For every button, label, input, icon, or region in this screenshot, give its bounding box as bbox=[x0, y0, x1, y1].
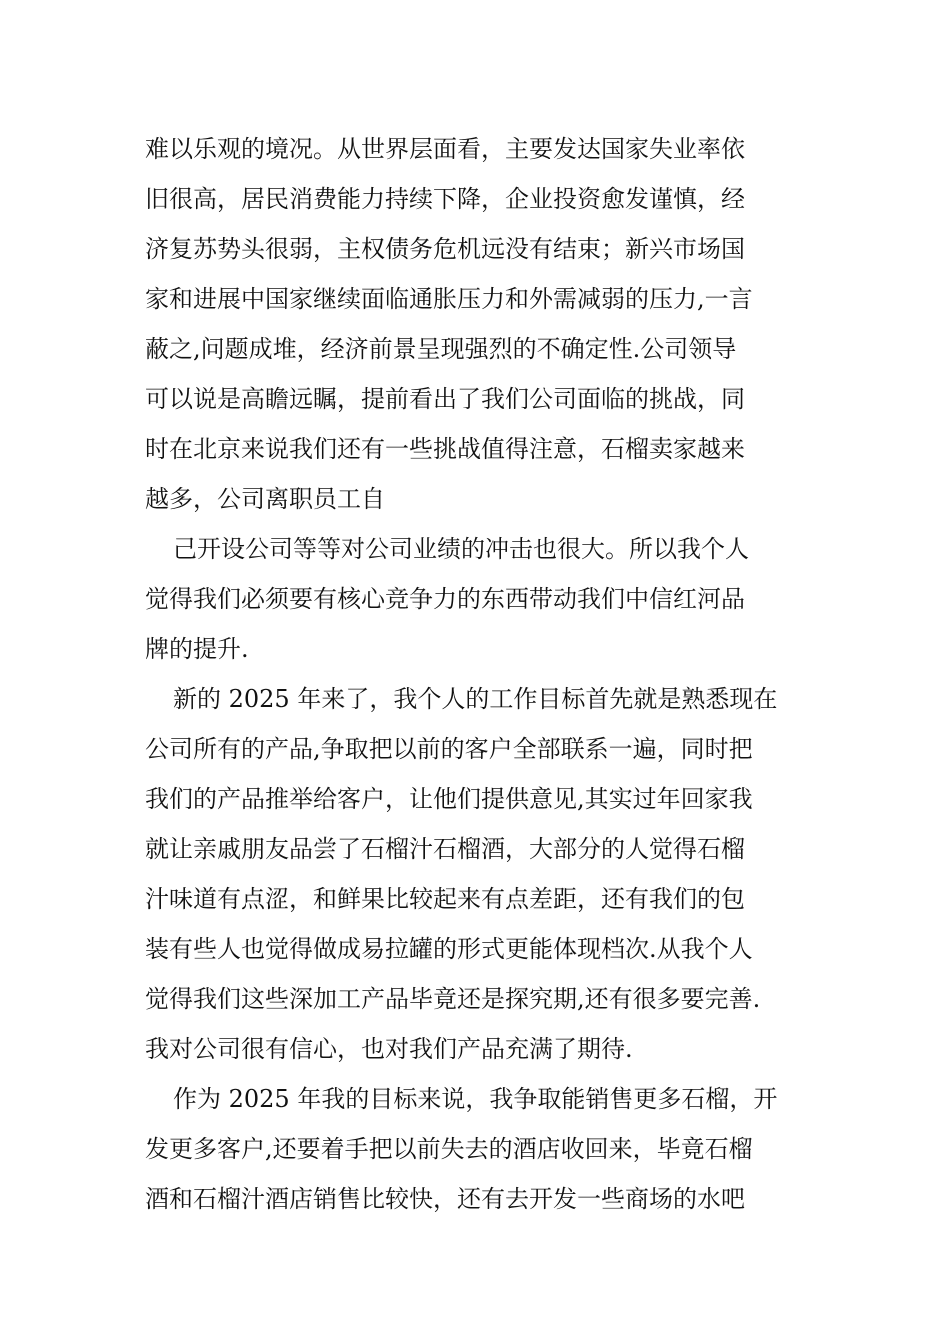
paragraph-1-line-7: 时在北京来说我们还有一些挑战值得注意，石榴卖家越来 bbox=[145, 435, 745, 463]
paragraph-1-line-2: 旧很高，居民消费能力持续下降，企业投资愈发谨慎，经 bbox=[145, 185, 745, 213]
paragraph-4-line-3: 酒和石榴汁酒店销售比较快，还有去开发一些商场的水吧 bbox=[145, 1185, 745, 1213]
paragraph-2-line-3: 牌的提升. bbox=[145, 635, 249, 663]
paragraph-3-line-5: 汁味道有点涩，和鲜果比较起来有点差距，还有我们的包 bbox=[145, 885, 745, 913]
paragraph-2-line-1: 己开设公司等等对公司业绩的冲击也很大。所以我个人 bbox=[173, 535, 749, 563]
paragraph-2-line-2: 觉得我们必须要有核心竞争力的东西带动我们中信红河品 bbox=[145, 585, 745, 613]
paragraph-1-line-4: 家和进展中国家继续面临通胀压力和外需减弱的压力,一言 bbox=[145, 285, 753, 313]
paragraph-3-line-2: 公司所有的产品,争取把以前的客户全部联系一遍，同时把 bbox=[145, 735, 753, 763]
paragraph-3-line-8: 我对公司很有信心，也对我们产品充满了期待. bbox=[145, 1035, 633, 1063]
paragraph-1-line-3: 济复苏势头很弱，主权债务危机远没有结束；新兴市场国 bbox=[145, 235, 745, 263]
paragraph-3-line-6: 装有些人也觉得做成易拉罐的形式更能体现档次.从我个人 bbox=[145, 935, 753, 963]
paragraph-1-line-8: 越多，公司离职员工自 bbox=[145, 485, 385, 513]
paragraph-3-line-4: 就让亲戚朋友品尝了石榴汁石榴酒，大部分的人觉得石榴 bbox=[145, 835, 745, 863]
paragraph-1-line-5: 蔽之,问题成堆，经济前景呈现强烈的不确定性.公司领导 bbox=[145, 335, 737, 363]
paragraph-3-line-3: 我们的产品推举给客户，让他们提供意见,其实过年回家我 bbox=[145, 785, 753, 813]
paragraph-3-line-1: 新的 2025 年来了，我个人的工作目标首先就是熟悉现在 bbox=[173, 685, 778, 713]
paragraph-1-line-6: 可以说是高瞻远瞩，提前看出了我们公司面临的挑战，同 bbox=[145, 385, 745, 413]
paragraph-4-line-1: 作为 2025 年我的目标来说，我争取能销售更多石榴，开 bbox=[173, 1085, 778, 1113]
paragraph-3-line-7: 觉得我们这些深加工产品毕竟还是探究期,还有很多要完善. bbox=[145, 985, 761, 1013]
paragraph-1-line-1: 难以乐观的境况。从世界层面看，主要发达国家失业率依 bbox=[145, 135, 745, 163]
paragraph-4-line-2: 发更多客户,还要着手把以前失去的酒店收回来，毕竟石榴 bbox=[145, 1135, 753, 1163]
